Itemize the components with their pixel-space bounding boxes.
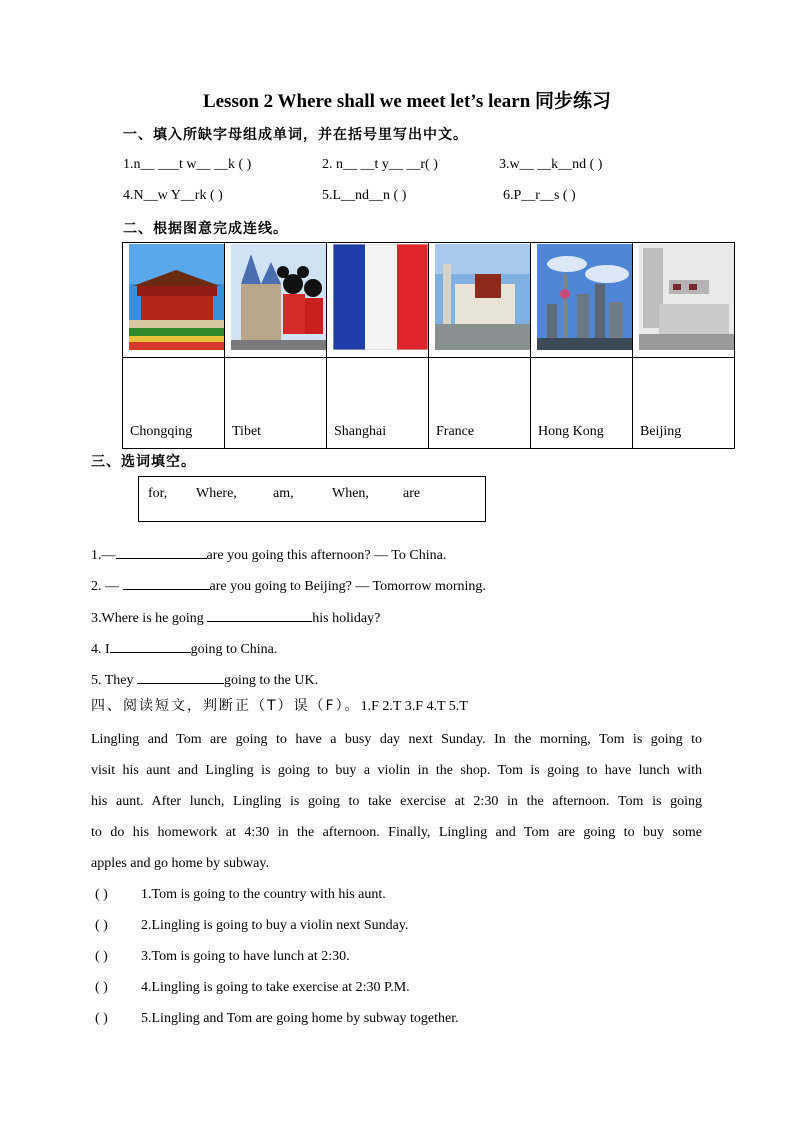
picture-cell	[429, 243, 531, 358]
word-bank-word: for,	[148, 486, 168, 501]
picture-cell	[225, 243, 327, 358]
answer-paren[interactable]: ( )	[95, 980, 108, 995]
passage-line: apples and go home by subway.	[91, 856, 269, 871]
place-name-cell: Beijing	[633, 358, 735, 449]
passage-line: his aunt. After lunch, Lingling is going to take exercise at 2:30 in the afternoon. Tom is going	[91, 794, 702, 809]
section4-answers: 1.F 2.T 3.F 4.T 5.T	[360, 699, 468, 714]
judgment-item: ( ) 2.Lingling is going to buy a violin next Sunday.	[95, 918, 409, 933]
s1-item-6: 6.P__r__s ( )	[503, 188, 576, 203]
picture-cell	[123, 243, 225, 358]
answer-paren[interactable]: ( )	[95, 918, 108, 933]
judgment-item: ( ) 3.Tom is going to have lunch at 2:30.	[95, 949, 350, 964]
disney-castle-icon	[231, 244, 326, 350]
s1-item-5: 5.L__nd__n ( )	[322, 188, 407, 203]
s1-item-4: 4.N__w Y__rk ( )	[123, 188, 223, 203]
judgment-item: ( ) 5.Lingling and Tom are going home by subway together.	[95, 1011, 459, 1026]
fill-question-4: 4. I going to China.	[91, 638, 277, 658]
word-bank-box	[138, 476, 486, 522]
tiananmen-icon	[129, 244, 224, 350]
potala-palace-icon	[435, 244, 530, 350]
picture-matching-table	[122, 242, 735, 449]
passage-line: visit his aunt and Lingling is going to buy a violin in the shop. Tom is going to have lunch with	[91, 763, 702, 778]
chongqing-building-icon	[639, 244, 734, 350]
french-flag-icon	[333, 244, 428, 350]
answer-paren[interactable]: ( )	[95, 1011, 108, 1026]
answer-blank[interactable]	[137, 669, 224, 684]
passage-line: to do his homework at 4:30 in the afternoon. Finally, Lingling and Tom are going to buy some	[91, 825, 702, 840]
fill-question-5: 5. They going to the UK.	[91, 669, 318, 689]
judgment-item: ( ) 4.Lingling is going to take exercise at 2:30 P.M.	[95, 980, 410, 995]
picture-cell	[531, 243, 633, 358]
picture-cell	[327, 243, 429, 358]
s1-item-1: 1.n__ ___t w__ __k ( )	[123, 157, 252, 172]
place-name-cell: Tibet	[225, 358, 327, 449]
fill-question-1: 1.— are you going this afternoon? — To China.	[91, 544, 446, 564]
place-name-cell: Hong Kong	[531, 358, 633, 449]
page-title: Lesson 2 Where shall we meet let’s learn 同步练习	[202, 91, 612, 112]
place-name-cell: Shanghai	[327, 358, 429, 449]
fill-question-3: 3.Where is he going his holiday?	[91, 607, 380, 627]
section4-heading: 四、阅读短文，判断正（T）误（F）。	[91, 698, 361, 714]
picture-cell	[633, 243, 735, 358]
word-bank-word: Where,	[196, 486, 237, 501]
answer-paren[interactable]: ( )	[95, 887, 108, 902]
answer-blank[interactable]	[116, 544, 207, 559]
passage-line: Lingling and Tom are going to have a busy day next Sunday. In the morning, Tom is going to	[91, 732, 702, 747]
section4-heading-line	[91, 695, 468, 715]
answer-paren[interactable]: ( )	[95, 949, 108, 964]
word-bank-word: are	[403, 486, 421, 501]
answer-blank[interactable]	[110, 638, 191, 653]
fill-question-2: 2. — are you going to Beijing? — Tomorrow morning.	[91, 575, 486, 595]
place-name-cell: Chongqing	[123, 358, 225, 449]
judgment-item: ( ) 1.Tom is going to the country with his aunt.	[95, 887, 386, 902]
answer-blank[interactable]	[123, 575, 210, 590]
s1-item-2: 2. n__ __t y__ __r( )	[322, 157, 438, 172]
word-bank-word: am,	[273, 486, 294, 501]
section1-heading: 一、填入所缺字母组成单词，并在括号里写出中文。	[123, 127, 468, 143]
answer-blank[interactable]	[207, 607, 312, 622]
place-name-cell: France	[429, 358, 531, 449]
word-bank-word: When,	[332, 486, 369, 501]
section2-heading: 二、根据图意完成连线。	[123, 221, 288, 237]
section3-heading: 三、选词填空。	[91, 454, 196, 470]
shanghai-skyline-icon	[537, 244, 632, 350]
reading-passage	[91, 724, 702, 879]
s1-item-3: 3.w__ __k__nd ( )	[499, 157, 603, 172]
